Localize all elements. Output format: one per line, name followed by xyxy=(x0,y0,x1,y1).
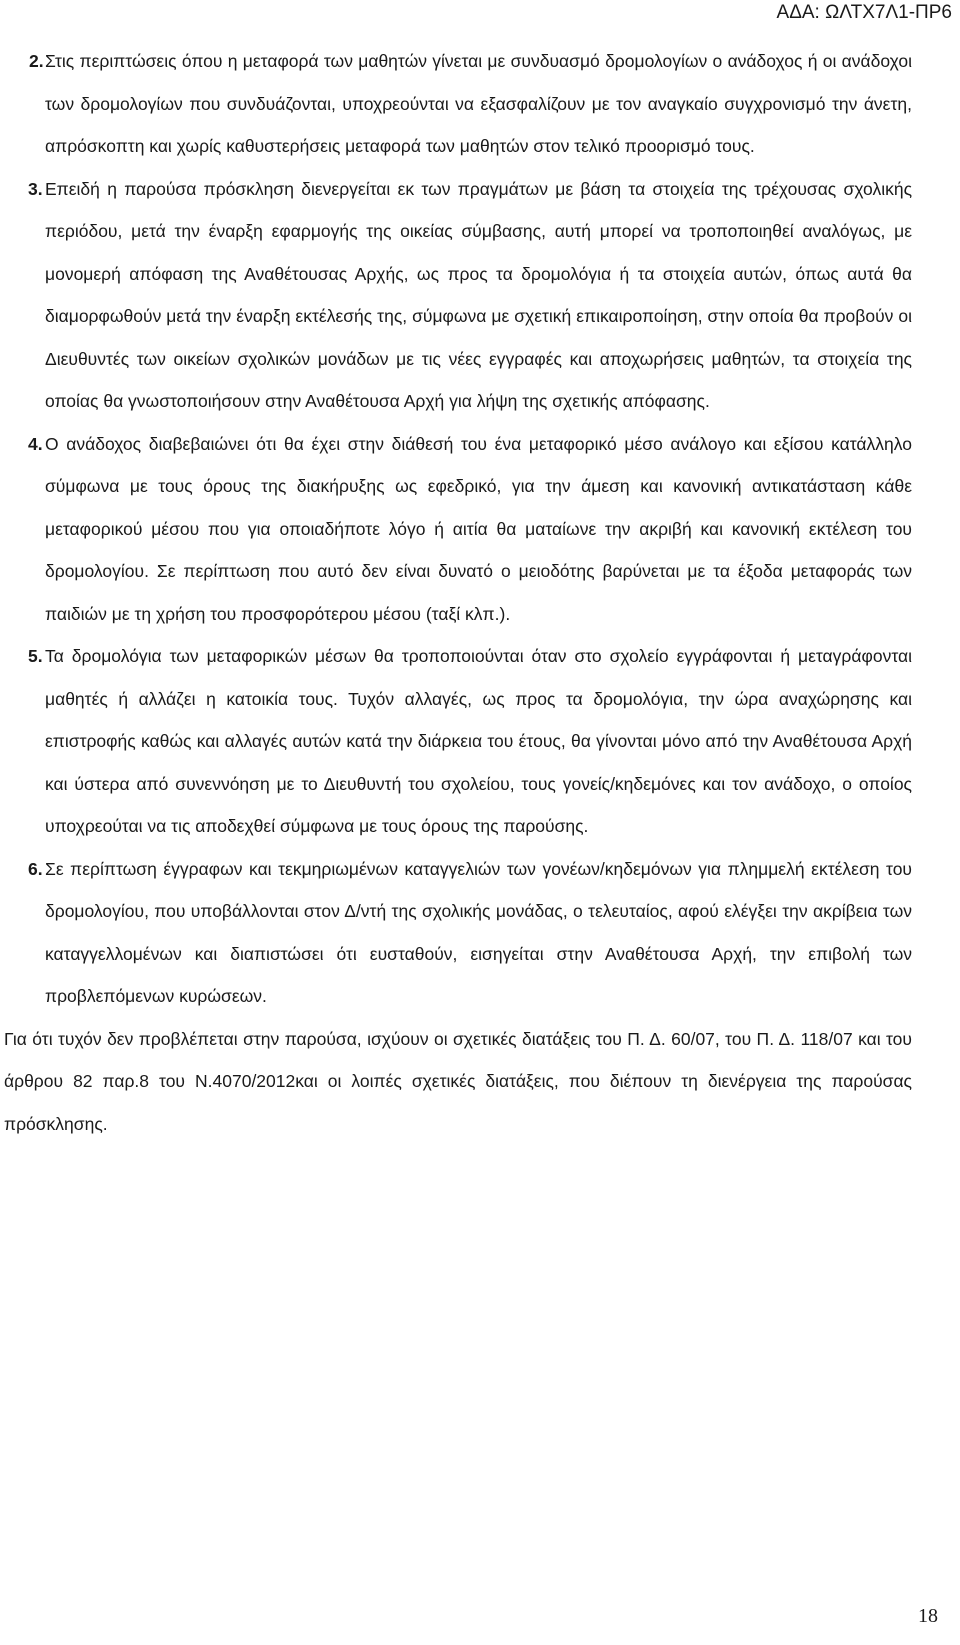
ada-code: ΑΔΑ: ΩΛΤΧ7Λ1-ΠΡ6 xyxy=(776,2,952,23)
clause-number: 4. xyxy=(28,433,43,454)
clause-2 xyxy=(0,40,912,168)
clause-text: Ο ανάδοχος διαβεβαιώνει ότι θα έχει στην διάθεσή του ένα μεταφορικό μέσο ανάλογο και εξίσου κατάλληλο σύμφωνα με τους όρους της διακήρυξης ως εφεδρικό, για την άμεση και κανονική αντικατάσταση κάθε μεταφορικού μέσου που για οποιαδήποτε λόγο ή αιτία θα ματαίωνε την ακριβή και κανονική εκτέλεση του δρομολογίου. Σε περίπτωση που αυτό δεν είναι δυνατό ο μειοδότης βαρύνεται με τα έξοδα μεταφοράς των παιδιών με τη χρήση του προσφορότερου μέσου (ταξί κλπ.). xyxy=(45,433,912,624)
clause-text: Σε περίπτωση έγγραφων και τεκμηριωμένων καταγγελιών των γονέων/κηδεμόνων για πλημμελή εκτέλεση του δρομολογίου, που υποβάλλονται στον Δ/ντή της σχολικής μονάδας, ο τελευταίος, αφού ελέγξει την ακρίβεια των καταγγελλομένων και διαπιστώσει ότι ευσταθούν, εισηγείται στην Αναθέτουσα Αρχή, την επιβολή των προβλεπόμενων κυρώσεων. xyxy=(45,858,912,1006)
page-number: 18 xyxy=(918,1605,938,1627)
clause-4 xyxy=(0,423,912,636)
clause-number: 6. xyxy=(28,858,43,879)
clause-3 xyxy=(0,168,912,423)
clause-number: 3. xyxy=(28,178,43,199)
clause-text: Τα δρομολόγια των μεταφορικών μέσων θα τροποποιούνται όταν στο σχολείο εγγράφονται ή μεταγράφονται μαθητές ή αλλάζει η κατοικία τους. Τυχόν αλλαγές, ως προς τα δρομολόγια, την ώρα αναχώρησης και επιστροφής καθώς και αλλαγές αυτών κατά την διάρκεια του έτους, θα γίνονται μόνο από την Αναθέτουσα Αρχή και ύστερα από συνεννόηση με το Διευθυντή του σχολείου, τους γονείς/κηδεμόνες και τον ανάδοχο, ο οποίος υποχρεούται να τις αποδεχθεί σύμφωνα με τους όρους της παρούσης. xyxy=(45,646,912,836)
clause-text: Στις περιπτώσεις όπου η μεταφορά των μαθητών γίνεται με συνδυασμό δρομολογίων ο ανάδοχος ή οι ανάδοχοι των δρομολογίων που συνδυάζονται, υποχρεούνται να εξασφαλίζουν με τον αναγκαίο συγχρονισμό την άνετη, απρόσκοπτη και χωρίς καθυστερήσεις μεταφορά των μαθητών στον τελικό προορισμό τους. xyxy=(45,51,912,156)
clause-number: 5. xyxy=(28,646,43,666)
closing-paragraph: Για ότι τυχόν δεν προβλέπεται στην παρούσα, ισχύουν οι σχετικές διατάξεις του Π. Δ. 60/07, του Π. Δ. 118/07 και του άρθρου 82 παρ.8 του Ν.4070/2012και οι λοιπές σχετικές διατάξεις, που διέπουν τη διενέργεια της παρούσας πρόσκλησης. xyxy=(4,1028,912,1134)
clause-6 xyxy=(0,848,912,1018)
document-body xyxy=(0,40,912,1145)
clause-text: Επειδή η παρούσα πρόσκληση διενεργείται εκ των πραγμάτων με βάση τα στοιχεία της τρέχουσας σχολικής περιόδου, μετά την έναρξη εφαρμογής της οικείας σύμβασης, αυτή μπορεί να τροποποιηθεί αναλόγως, με μονομερή απόφαση της Αναθέτουσας Αρχής, ως προς τα δρομολόγια ή τα στοιχεία αυτών, όπως αυτά θα διαμορφωθούν μετά την έναρξη εκτέλεσής της, σύμφωνα με σχετική επικαιροποίηση, στην οποία θα προβούν οι Διευθυντές των οικείων σχολικών μονάδων με τις νέες εγγραφές και αποχωρήσεις μαθητών, τα στοιχεία της οποίας θα γνωστοποιήσουν στην Αναθέτουσα Αρχή για λήψη της σχετικής απόφασης. xyxy=(45,178,912,411)
clause-5 xyxy=(0,635,912,848)
clause-number: 2. xyxy=(29,51,44,71)
